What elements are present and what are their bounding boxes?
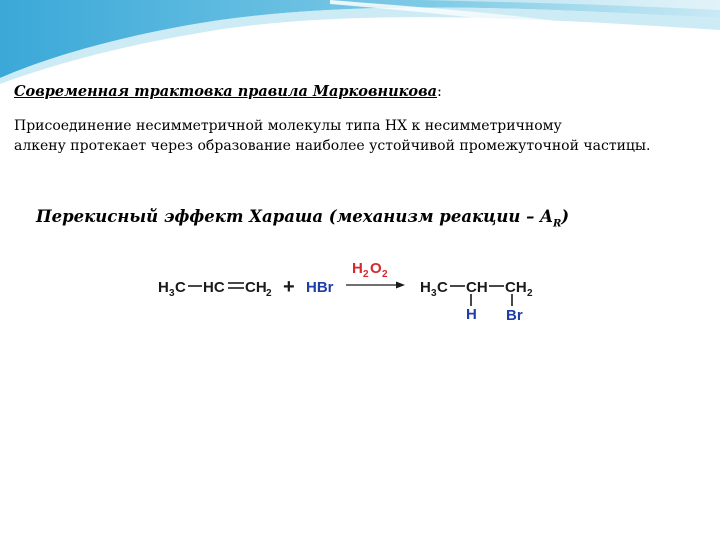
reagent-hbr: HBr [306, 279, 334, 296]
reactant-hc: HC [203, 279, 225, 296]
rule-text-line-2: алкену протекает через образование наиболее устойчивой промежуточной частицы. [14, 138, 651, 154]
rule-title: Современная трактовка правила Марковникова [14, 83, 438, 100]
reaction-arrow-head [396, 282, 405, 289]
reactant-ch-sub: 2 [266, 288, 272, 299]
kharasch-title-subscript: R [552, 218, 562, 230]
reactant-ch: CH [245, 279, 267, 296]
reactant-h: H [158, 279, 169, 296]
product-ch: CH [466, 279, 488, 296]
catalyst-h: H [352, 260, 363, 277]
rule-title-colon: : [437, 84, 442, 100]
catalyst-o: O [370, 260, 382, 277]
product-c: C [437, 279, 448, 296]
kharasch-title-text: Перекисный эффект Хараша (механизм реакции – A [36, 207, 553, 226]
catalyst-o-sub: 2 [382, 269, 388, 280]
product-substituent-h: H [466, 306, 477, 323]
product-h: H [420, 279, 431, 296]
catalyst-h-sub: 2 [363, 269, 369, 280]
reactant-c: C [175, 279, 186, 296]
product-h-sub: 3 [431, 288, 437, 299]
rule-text-line-1: Присоединение несимметричной молекулы типа НХ к несимметричному [14, 118, 562, 134]
reactant-h-sub: 3 [169, 288, 175, 299]
plus-sign: + [283, 276, 295, 298]
product-substituent-br: Br [506, 307, 523, 324]
product-ch2: CH [505, 279, 527, 296]
kharasch-title-closing: ) [561, 207, 570, 226]
product-ch2-sub: 2 [527, 288, 533, 299]
